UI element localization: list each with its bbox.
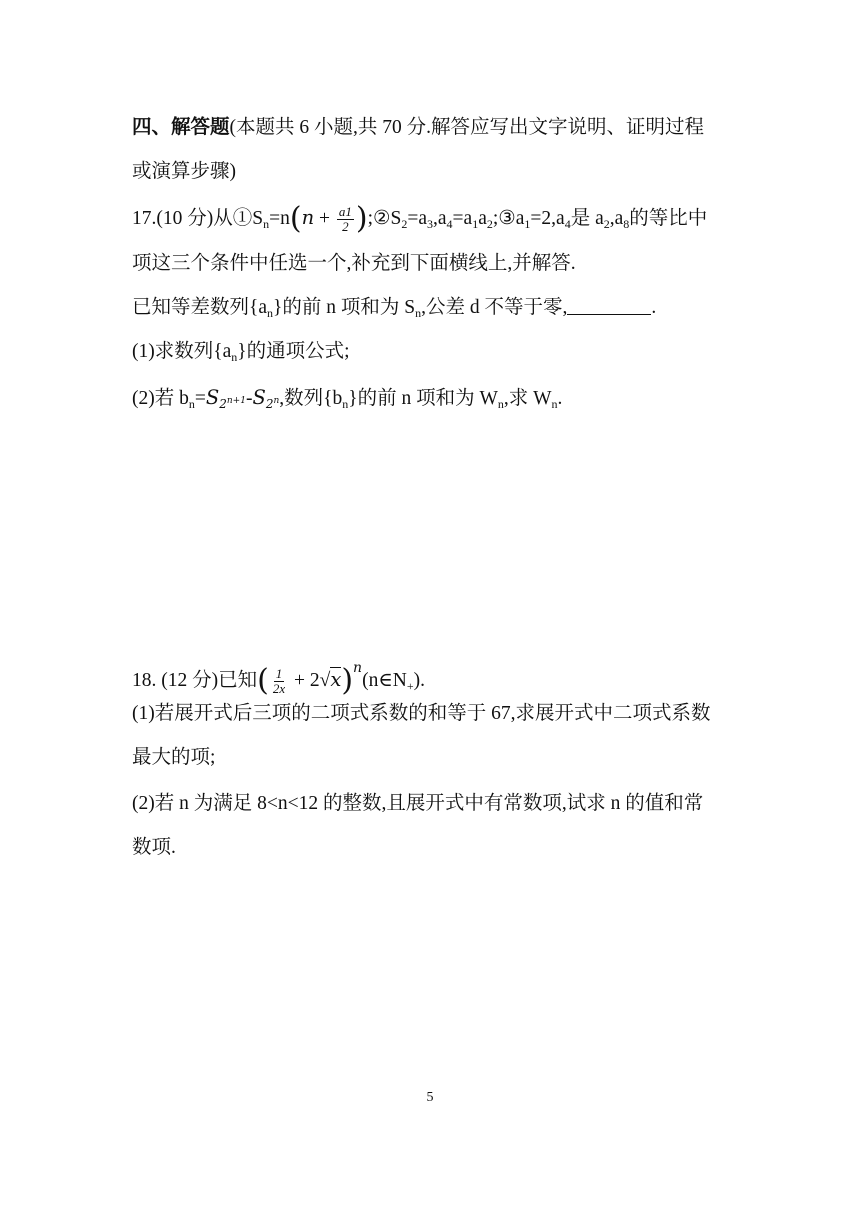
q17-part1: (1)求数列$\{a_n\}$的通项公式;	[132, 341, 350, 364]
section-description-cont: 或演算步骤)	[132, 161, 236, 182]
answer-blank	[567, 296, 651, 315]
page-number: 5	[426, 1090, 434, 1105]
q18-part2-line1: (2)若 n 为满足 8<n<12 的整数,且展开式中有常数项,试求 n 的值和常	[132, 793, 704, 814]
fraction-1-over-2x: $\frac{1}{2x}$	[272, 666, 286, 697]
right-paren: )	[341, 663, 354, 698]
section-heading: 四、解答题	[132, 117, 230, 138]
q17-part2: (2)若 $b_n=S_{2^{n+1}}-S_{2^n}$,数列$\{b_n\}$的前 n 项和为 $W_n$,求 $W_n$.	[132, 386, 563, 411]
section-heading-line	[132, 114, 704, 142]
left-paren: (	[257, 663, 269, 698]
q18-part1-line2: 最大的项;	[132, 747, 216, 768]
sqrt-sign: √	[319, 670, 331, 691]
left-paren: (	[289, 201, 302, 236]
q17-line1: 17.(10 分)从$①S_n=n(n$ + $\frac{a1}{2}$ )$;②S_2=a_3,a_4=a_1a_2;③a_1=2,a_4$是 $a_2,a_8$的等比中	[132, 201, 708, 236]
right-paren: )	[355, 201, 368, 236]
section-description: (本题共 6 小题,共 70 分.解答应写出文字说明、证明过程	[229, 117, 705, 138]
q17-given: 已知等差数列$\{a_n\}$的前 n 项和为 $S_n$,公差 d 不等于零, .	[132, 297, 657, 320]
q18-line1: 18. (12 分)已知( $\frac{1}{2x}$ + $2√x)^n(n\in N_+)$.	[132, 660, 425, 698]
fraction-a1-over-2: $\frac{a1}{2}$	[338, 204, 352, 235]
q18-part1-line1: (1)若展开式后三项的二项式系数的和等于 67,求展开式中二项式系数	[132, 703, 711, 724]
q17-line2: 项这三个条件中任选一个,补充到下面横线上,并解答.	[132, 253, 576, 274]
q18-part2-line2: 数项.	[132, 837, 176, 858]
